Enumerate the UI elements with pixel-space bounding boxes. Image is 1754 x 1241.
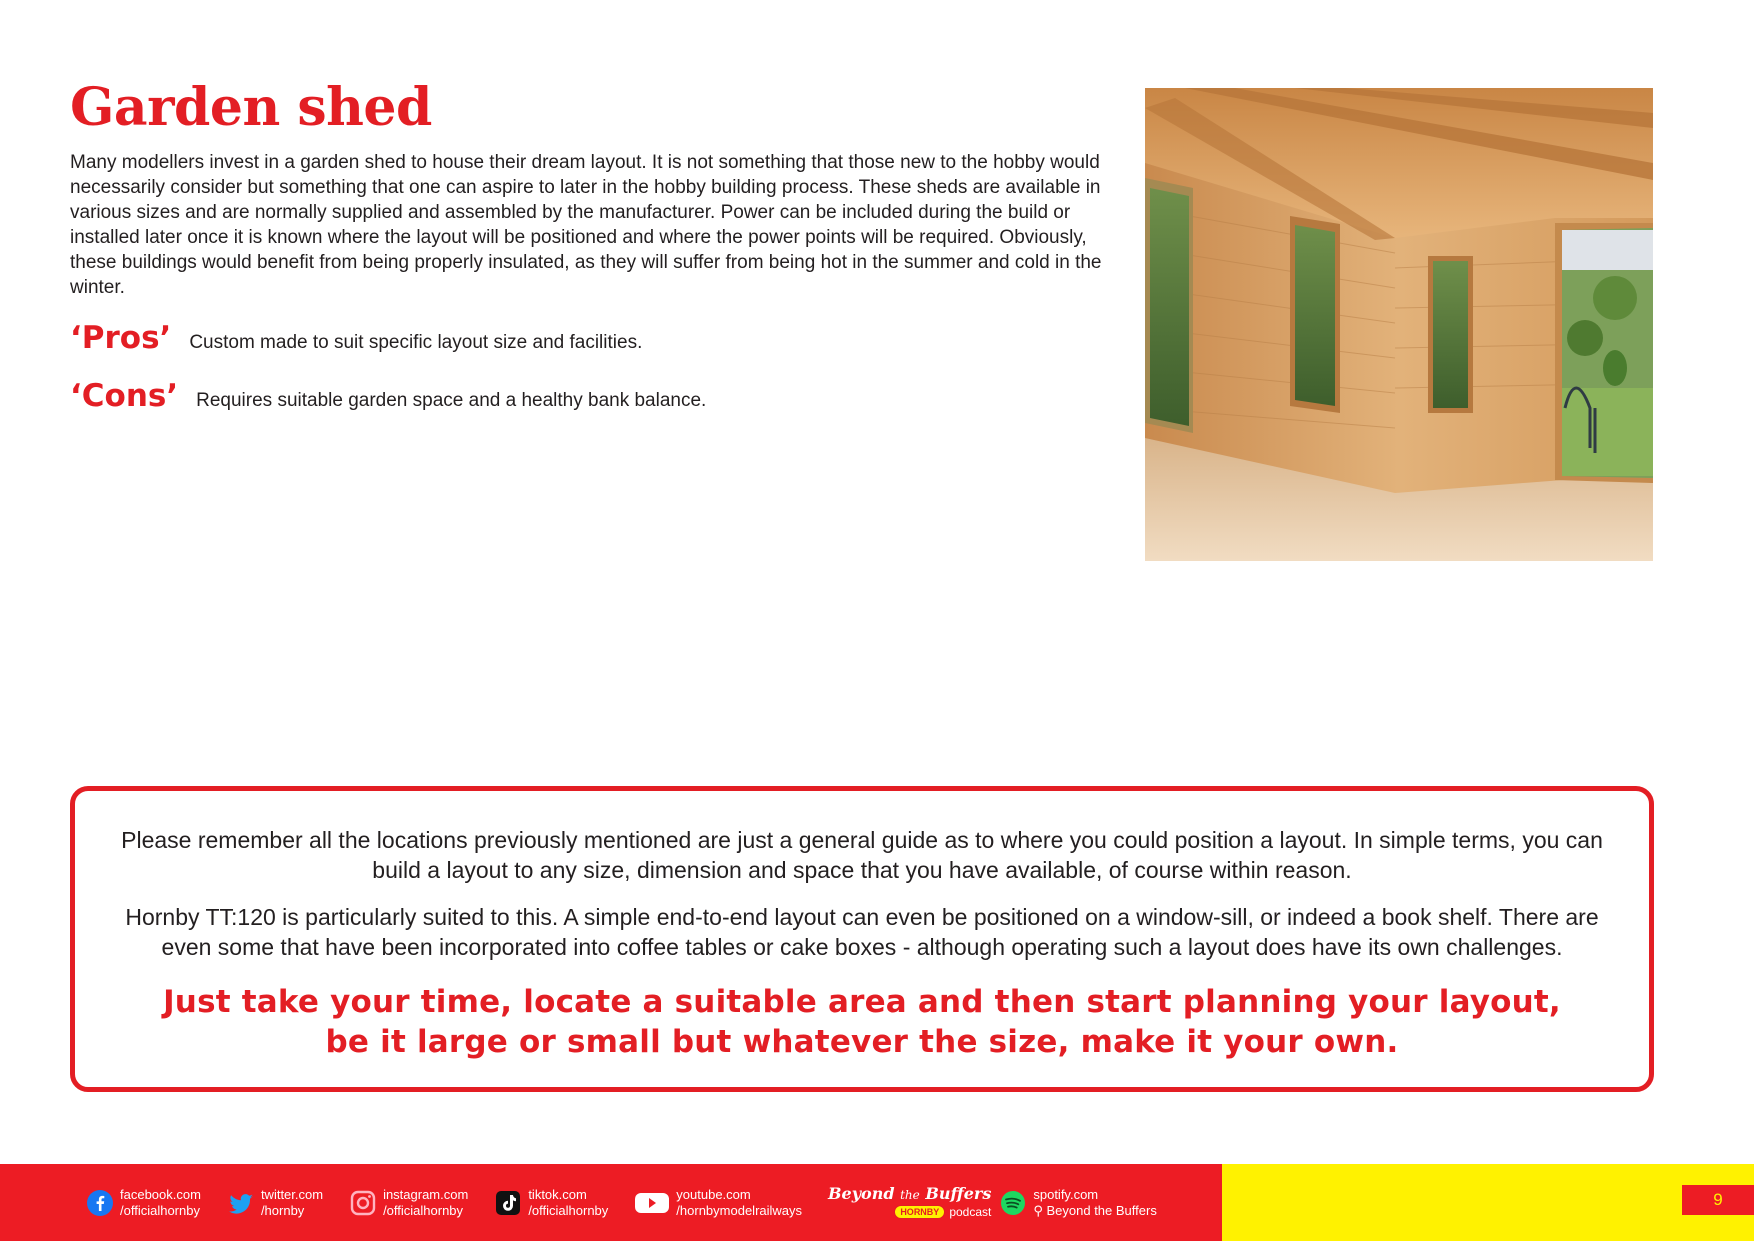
facebook-link[interactable] xyxy=(86,1187,201,1219)
twitter-line-1: twitter.com xyxy=(260,1186,324,1202)
note-emphasis-line-2: be it large or small but whatever the size, make it your own. xyxy=(325,1024,1399,1060)
podcast-title-a: Beyond xyxy=(828,1184,895,1203)
podcast-title-c: Buffers xyxy=(925,1184,992,1203)
facebook-line-2: /officialhornby xyxy=(120,1202,200,1218)
hornby-badge: HORNBY xyxy=(894,1205,945,1219)
footer-social-bar xyxy=(0,1164,1222,1241)
twitter-link[interactable] xyxy=(227,1187,323,1219)
note-paragraph-1: Please remember all the locations previously mentioned are just a general guide as to where you could position a layout. In simple terms, you can build a layout to any size, dimension and space that you have available, of course within reason. xyxy=(121,827,1603,883)
twitter-icon xyxy=(227,1189,255,1217)
instagram-line-1: instagram.com xyxy=(383,1186,469,1202)
youtube-line-2: /hornbymodelrailways xyxy=(676,1202,803,1218)
instagram-icon xyxy=(349,1189,377,1217)
tiktok-icon xyxy=(494,1189,522,1217)
note-paragraph-2: Hornby TT:120 is particularly suited to this. A simple end-to-end layout can even be positioned on a window-sill, or indeed a book shelf. There are even some that have been incorporated into coffee tables or cake boxes - although operating such a layout does have its own challenges. xyxy=(125,904,1599,960)
instagram-link[interactable] xyxy=(349,1187,468,1219)
facebook-line-1: facebook.com xyxy=(120,1186,201,1202)
pros-label: ‘Pros’ xyxy=(70,320,172,356)
page-title: Garden shed xyxy=(70,77,432,138)
note-emphasis-line-1: Just take your time, locate a suitable area and then start planning your layout, xyxy=(163,984,1561,1020)
instagram-line-2: /officialhornby xyxy=(383,1202,464,1218)
twitter-line-2: /hornby xyxy=(260,1202,305,1218)
facebook-icon xyxy=(86,1189,114,1217)
spotify-line-2: ⚲ Beyond the Buffers xyxy=(1033,1202,1157,1218)
pros-row xyxy=(70,320,642,356)
spotify-line-1: spotify.com xyxy=(1033,1186,1099,1202)
cons-text: Requires suitable garden space and a healthy bank balance. xyxy=(196,390,707,411)
tiktok-line-2: /officialhornby xyxy=(528,1202,609,1218)
spotify-link[interactable] xyxy=(999,1187,1156,1219)
tiktok-line-1: tiktok.com xyxy=(528,1186,587,1202)
podcast-title-b: the xyxy=(900,1188,920,1202)
advice-note-box xyxy=(70,786,1654,1092)
tiktok-link[interactable] xyxy=(494,1187,608,1219)
page-number: 9 xyxy=(1682,1185,1754,1215)
youtube-link[interactable] xyxy=(634,1187,802,1219)
cons-label: ‘Cons’ xyxy=(70,378,179,414)
pros-text: Custom made to suit specific layout size and facilities. xyxy=(189,332,643,353)
intro-paragraph: Many modellers invest in a garden shed to house their dream layout. It is not something that those new to the hobby would necessarily consider but something that one can aspire to later in the hobby building process. These sheds are available in various sizes and are normally supplied and assembled by the manufacturer. Power can be included during the build or installed later once it is known where the layout will be positioned and where the power points will be required. Obviously, these buildings would benefit from being properly insulated, as they will suffer from being hot in the summer and cold in the winter. xyxy=(70,152,1102,298)
youtube-line-1: youtube.com xyxy=(676,1186,751,1202)
note-emphasis xyxy=(75,982,1649,1062)
footer-yellow-band xyxy=(1222,1164,1754,1241)
cons-row xyxy=(70,378,706,414)
beyond-the-buffers-logo xyxy=(828,1185,991,1220)
podcast-sub: podcast xyxy=(949,1205,992,1219)
spotify-icon xyxy=(999,1189,1027,1217)
garden-shed-interior-photo xyxy=(1145,88,1653,561)
youtube-icon xyxy=(634,1189,670,1217)
